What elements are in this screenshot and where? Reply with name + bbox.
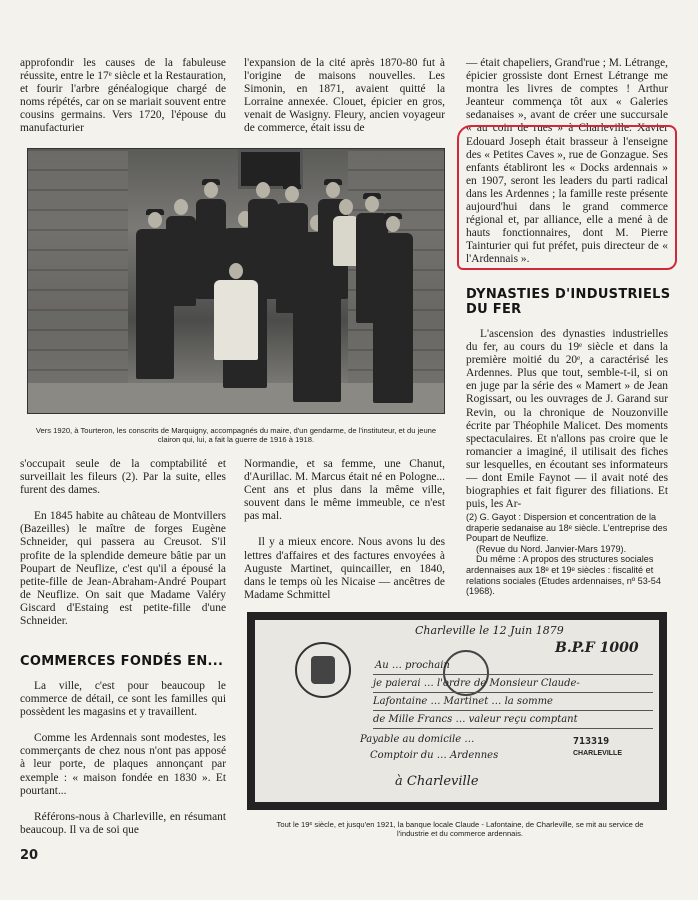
- cheque-photograph: [247, 612, 667, 810]
- cheque-line: je paierai … l'ordre de Monsieur Claude-: [373, 678, 580, 689]
- paragraph: s'occupait seule de la comptabilité et surveillait les fileurs (2). Par la suite, elles furent des dames.: [20, 458, 226, 497]
- tax-stamp-icon: [295, 642, 351, 698]
- footnote: Du même : A propos des structures sociales ardennaises aux 18ᵉ et 19ᵉ siècles : fiscalité et relations sociales (Etudes ardennaises, nº 53-54 (1968).: [466, 554, 661, 597]
- footnote: (Revue du Nord. Janvier-Mars 1979).: [476, 543, 627, 554]
- cheque-line: Comptoir du … Ardennes: [370, 750, 499, 761]
- bank-seal-icon: [443, 650, 489, 696]
- column-left-top: [20, 57, 226, 136]
- paragraph: Normandie, et sa femme, une Chanut, d'Aurillac. M. Marcus était né en Pologne... Cent ans et plus dans la même ville, souvent dans le même immeuble, ce n'est pas mal.: [244, 458, 445, 523]
- section-heading-commerces: COMMERCES FONDÉS EN...: [20, 654, 224, 669]
- group-photograph: [27, 148, 445, 414]
- cheque-line: Lafontaine … Martinet … la somme: [373, 696, 553, 707]
- section-heading-dynasties: DYNASTIES D'INDUSTRIELS DU FER: [466, 287, 671, 317]
- paragraph: En 1845 habite au château de Montvillers (Bazeilles) le maître de forges Eugène Schneider, qui passera au Creusot. S'il profite de la splendide demeure bâtie par un Poupart de Neuflize, c'est qu'il a épousé la petite-fille de Jean-Abraham-André Poupart de Neuflize. On sait que Madame Valéry Giscard d'Estaing est petite-fille d'une Schneider.: [20, 510, 226, 628]
- cheque-line: Payable au domicile …: [360, 734, 475, 745]
- cheque-line: Au … prochain: [375, 660, 450, 671]
- paragraph: La ville, c'est pour beaucoup le commerce de détail, ce sont les familles qui possèdent les magasins et y travaillent.: [20, 680, 226, 719]
- footnote: (2) G. Gayot : Dispersion et concentration de la draperie sedanaise au 18ᵉ siècle. L'entreprise des Poupart de Neuflize.: [466, 512, 668, 544]
- cheque-place: CHARLEVILLE: [573, 750, 622, 757]
- paragraph: Référons-nous à Charleville, en résumant beaucoup. Il va de soi que: [20, 810, 226, 836]
- column-middle-top: [244, 57, 445, 136]
- column-middle-bottom: [244, 458, 445, 602]
- footnotes: [466, 512, 671, 597]
- page-number: 20: [20, 848, 39, 863]
- column-left-bottom: [20, 458, 226, 628]
- cheque-caption: Tout le 19ᵉ siècle, et jusqu'en 1921, la banque locale Claude - Lafontaine, de Charleville, se mit au service de l'industrie et du commerce ardennais.: [276, 820, 644, 838]
- paragraph: Comme les Ardennais sont modestes, les commerçants de chez nous n'ont pas apposé à leur porte, de plaques annonçant par exemple : « maison fondée en 1830 ». Et pourtant...: [20, 732, 226, 797]
- cheque-line: à Charleville: [395, 774, 479, 789]
- paragraph: Il y a mieux encore. Nous avons lu des lettres d'affaires et des factures envoyées à Auguste Martinet, quincailler, en 1840, dans le temps où les Nicaise — ancêtres de Madame Schmittel: [244, 536, 445, 601]
- column-right-middle: [466, 328, 668, 511]
- cheque-date: Charleville le 12 Juin 1879: [415, 624, 564, 637]
- paragraph: approfondir les causes de la fabuleuse réussite, entre le 17ᵉ siècle et la Restauration, et fourir l'arbre généalogique chargé de noms répétés, car on se mariait souvent entre cousins germains. Vers 1720, l'épouse du manufacturier: [20, 57, 226, 135]
- photo-caption: Vers 1920, à Tourteron, les conscrits de Marquigny, accompagnés du maire, d'un gendarme, de l'instituteur, et du jeune clairon qui, lui, a fait la guerre de 1916 à 1918.: [35, 426, 437, 444]
- paragraph: L'ascension des dynasties industrielles du fer, au cours du 19ᵉ siècle et dans la première moitié du 20ᵉ, a caractérisé les Ardennes. Plus que tout, semble-t-il, si on en juge par la série des « Mamert » de Jean Rogissart, ou les ouvrages de J. Garand sur Revin, ou la chronique de Nouzonville écrite par Théophile Malicet. Des moments spectaculaires. Et n'allons pas croire que le romancier a imaginé, il utilisait des fiches sur lesquelles, en écoutant ses informateurs — dont Emile Faynot — il avait noté des biographies et fait figurer des filiations. Et puis, les Ar-: [466, 328, 668, 511]
- paragraph: — était chapeliers, Grand'rue ; M. Létrange, épicier grossiste dont Ernest Létrange me montra les livres de comptes ! Arthur Jeanteur commença tôt aux « Galeries sedanaises », avant de créer une succursale « au coin de rues » à Charleville. Xavier Edouard Joseph était brasseur à l'enseigne des « Petites Caves », rue de Gonzague. Ses enfants établiront les « Docks ardennais » en 1907, seront les leaders du parti radical dans les Ardennes ; la famille reste présente aujourd'hui dans le grand commerce régional et, par alliance, elle a mené à de hauts fonctionnaires, dont M. Pierre Tainturier qui fut préfet, puis directeur de « l'Ardennais ».: [466, 57, 668, 266]
- column-left-bottom-2: [20, 680, 226, 837]
- cheque-amount: B.P.F 1000: [555, 640, 639, 656]
- cheque-number: 713319: [573, 736, 610, 747]
- paragraph: l'expansion de la cité après 1870-80 fut à l'origine de maisons nouvelles. Les Simonin, en 1871, avaient quitté la Lorraine annexée. Clouet, épicier en gros, venait de Wasigny. Fleury, ancien voyageur de commerce, était issu de: [244, 57, 445, 135]
- cheque-line: de Mille Francs … valeur reçu comptant: [373, 714, 578, 725]
- highlight-annotation: [457, 125, 677, 270]
